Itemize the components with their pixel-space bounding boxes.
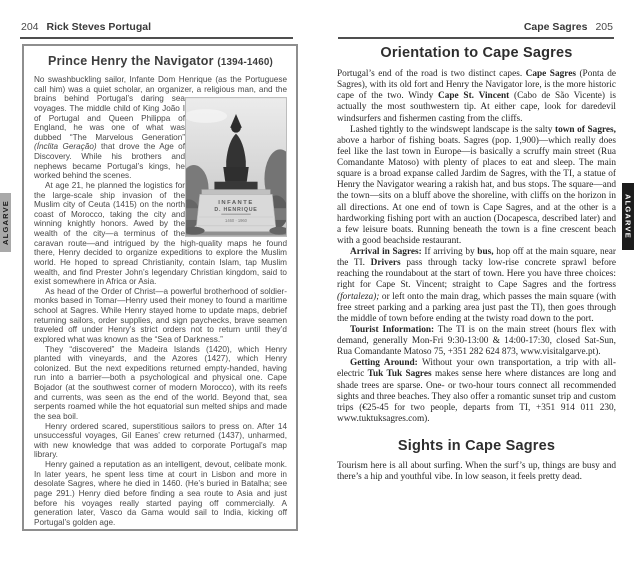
right-chapter-title: Cape Sagres [523,21,588,33]
right-algarve-tab [622,183,634,250]
statue-photo-float [178,75,287,238]
left-algarve-tab [0,193,11,252]
paragraph: Henry ordered scared, superstitious sailors to press on. After 14 unsuccessful voyages, Gil Eanes’ crew returned (1437), unharmed, with new knowledge that was added to corporate Portugal’s map library. [34,421,287,460]
sidebar-box-title-text: Prince Henry the Navigator [48,54,214,68]
paragraph: No swashbuckling sailor, Infante Dom Henrique (as the Portuguese call him) was a quiet scholar, an organizer, a religious man, and the brains behind Portugal’s daring sea voyages. The middle child of King João I of Portugal and Queen Philippa of England, he was one of what was dubbed “The Marvelous Generation” (Ínclita Geração) that drove the Age of Discovery. While his brothers and nephews became Portugal’s kings, he worked behind the scenes. [34,75,287,181]
paragraph: Tourism here is all about surfing. When the surf’s up, things are busy and there’s a hip and youthful vibe. In low season, it feels pretty dead. [337,461,616,483]
paragraph: Henry gained a reputation as an intelligent, devout, celibate monk. In later years, he spent less time at court in Lisbon and more in desolate Sagres, where he died in 1460. (He’s buried in Batalha; see page 291.) Henry died before finding a sea route to Asia and just before his voyages really started paying off commercially. A generation later, Vasco da Gama would sail to India, kicking off Portugal’s golden age. [34,460,287,527]
henry-statue-photo [185,97,287,237]
sights-paragraphs [337,461,616,483]
right-header-rule [338,37,614,39]
left-header-rule [20,37,293,39]
paragraph: They “discovered” the Madeira Islands (1420), which Henry planted with vineyards, and the Azores (1427), which Henry colonized. But the next expeditions returned empty-handed, having run into a barrier—both a psychological and physical one. Cape Bojador (at the southwest corner of modern Morocco), with its reefs and currents, was seen as the end of the world. Beyond that, sea serpents roamed while the hot equatorial sun melted ships and made the sea boil. [34,344,287,421]
left-running-head [21,21,151,33]
statue-pedestal [196,190,276,232]
left-book-title: Rick Steves Portugal [46,21,151,33]
orientation-paragraphs [337,69,616,425]
sidebar-box-title [34,54,287,68]
right-running-head [524,21,613,33]
paragraph: Portugal’s end of the road is two distinct capes. Cape Sagres (Ponta de Sagres), with its old fort and Henry the Navigator lore, is the more historic cape of the two. Windy Cape St. Vincent (Cabo de São Vicente) is actually the most southwestern tip. At either cape, look for daredevil windsurfers and fishermen casting from the cliffs. [337,69,616,124]
paragraph: As head of the Order of Christ—a powerful brotherhood of soldier-monks based in Tomar—Henry used their money to found a maritime school at Sagres. While Henry stayed home to update maps, debrief returning sailors, order supplies, and sign paychecks, brave seamen traveled off under Henry’s strict orders not to return until they’d explored what was known as the “Sea of Darkness.” [34,286,287,344]
henry-statue-illustration [186,98,286,236]
paragraph: At age 21, he planned the logistics for the large-scale ship invasion of the Muslim city of Ceuta (1415) on the north coast of Morocco, taking the city and winning knightly honors. Awed by the wealth of the city—a terminus of the caravan route—and intrigued by the high-quality maps he found there, Henry decided to organize expeditions to explore the Muslim world. He hoped to spread Christianity, contain Islam, tap Muslim wealth, and find Prester John’s legendary Christian kingdom, said to exist somewhere in Africa or Asia. [34,180,287,287]
orientation-heading: Orientation to Cape Sagres [380,45,573,61]
paragraph: Arrival in Sagres: If arriving by bus, hop off at the main square, near the TI. Drivers pass through tacky low-rise concrete sprawl before reaching the roundabout at the start of town. Here you have three choices: right for Cape St. Vincent; straight to Cape Sagres and the fortress (fortaleza); or left onto the main drag, which passes the main square (with free street parking and a parking area just past the TI), then goes through the middle of town before ending at the twisty road down to the port. [337,247,616,324]
paragraph: Getting Around: Without your own transportation, a trip with all-electric Tuk Tuk Sagres makes sense here where distances are long and shade trees are sparse. One- or two-hour tours connect all recommended sights and three beaches. They also offer a romantic sunset trip and custom trips (€25-45 for two people, departs from TI, +351 914 011 230, www.tuktuksagres.com). [337,358,616,424]
paragraph: Lashed tightly to the windswept landscape is the salty town of Sagres, above a harbor of fishing boats. Sagres (pop. 1,900)—which really does feel like the last town in Europe—is basically a scruffy main street (Rua Comandante Matoso) with plenty of places to eat and sleep. The main square is a broad expanse called Jardim de Sagres, with the TI, a statue of Henry the Navigator wearing a rakish hat, and bus stops. The square—and the town—sits on a bluff above the shoreline, with cliffs on the horizon in all directions. At one end of town is Cape Sagres, and at the other is a hardworking fishing port with an auction (Docapesca, described later) and a few leisure boats. Running beneath the town is a fine crescent beach with a good beachside restaurant. [337,124,616,246]
left-page-number: 204 [21,21,39,33]
sidebar-box-title-years: (1394-1460) [217,57,273,68]
right-page [320,0,640,568]
paragraph: Tourist Information: The TI is on the main street (hours flex with demand, generally Mon-Fri 9:30-13:00 & 14:00-17:30, closed Sat-Sun, Rua Comandante Matoso 75, +351 282 624 873, www.visitalgarve.pt). [337,324,616,358]
right-page-number: 205 [595,21,613,33]
left-tab-label: ALGARVE [1,200,10,245]
pedestal-text-line3: 1460 · 1960 [225,217,247,223]
right-tab-label: ALGARVE [623,194,633,239]
pedestal-text-line1: INFANTE [218,200,254,207]
prince-henry-sidebar-box [22,44,298,531]
sights-heading: Sights in Cape Sagres [397,438,556,454]
pedestal-text-line2: D. HENRIQUE [214,207,258,214]
